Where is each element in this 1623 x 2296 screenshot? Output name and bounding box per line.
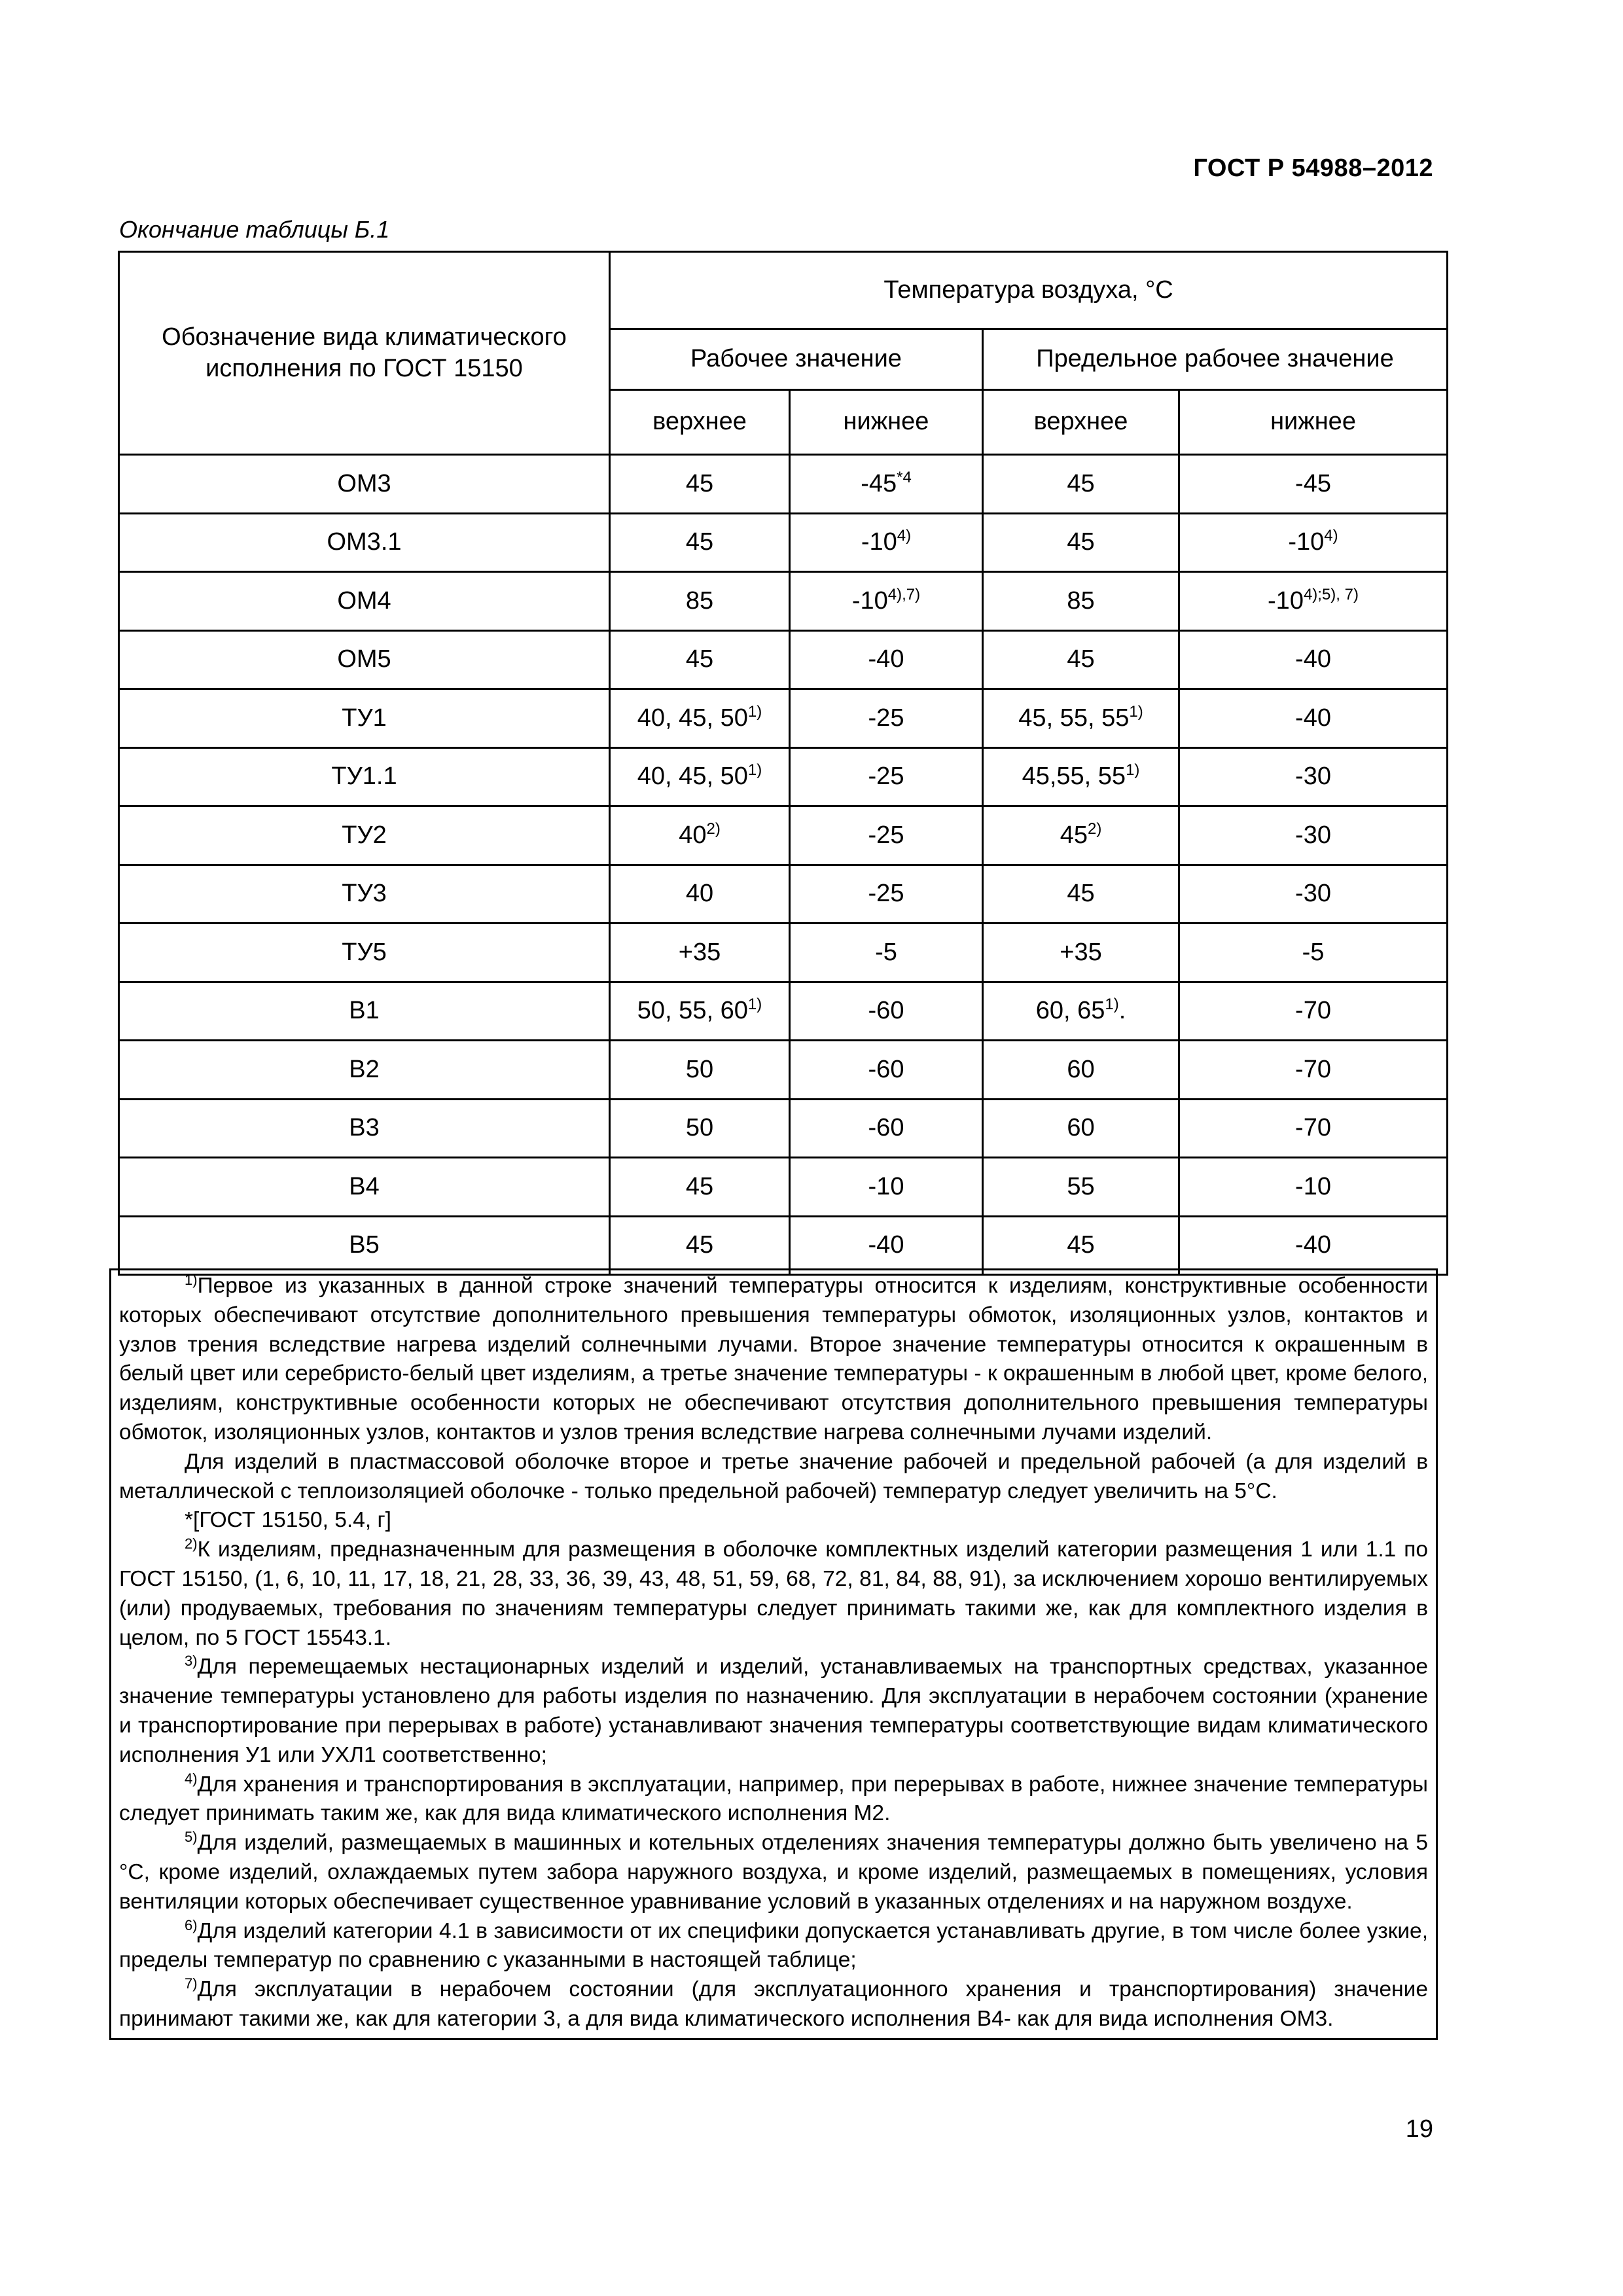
footnote-text: Для эксплуатации в нерабочем состоянии (для эксплуатационного хранения и транспортирования) значение принимают такими же, как для категории 3, а для вида климатического исполнения В4- как для вида исполнения ОМ3. bbox=[119, 1977, 1428, 2031]
table-row bbox=[119, 572, 1448, 631]
cell-designation-value: ТУ2 bbox=[342, 821, 387, 849]
header-limit-upper: верхнее bbox=[983, 390, 1179, 455]
cell-limit-lower-value: -10 bbox=[1268, 586, 1304, 615]
cell-limit-lower-value: -45 bbox=[1295, 469, 1331, 497]
footnote-paragraph bbox=[119, 1653, 1428, 1770]
footnote-ref: 2) bbox=[706, 819, 721, 838]
cell-working-upper-value: 40, 45, 50 bbox=[637, 704, 748, 732]
cell-limit-upper-value: +35 bbox=[1060, 938, 1102, 966]
cell-working-upper bbox=[610, 572, 790, 631]
cell-working-lower-value: -5 bbox=[875, 938, 897, 966]
cell-working-lower-value: -25 bbox=[868, 762, 904, 790]
cell-working-upper bbox=[610, 1216, 790, 1275]
header-limit-lower: нижнее bbox=[1179, 390, 1448, 455]
cell-working-lower bbox=[790, 747, 983, 806]
cell-limit-lower-value: -40 bbox=[1295, 1231, 1331, 1259]
table-row bbox=[119, 630, 1448, 689]
table-notes bbox=[109, 1268, 1438, 2040]
table-row bbox=[119, 1041, 1448, 1100]
cell-limit-upper-value: 45, 55, 55 bbox=[1018, 704, 1130, 732]
cell-designation bbox=[119, 1099, 610, 1158]
table-row bbox=[119, 747, 1448, 806]
footnote-mark: 3) bbox=[185, 1653, 198, 1670]
footnote-mark: 1) bbox=[185, 1272, 198, 1288]
cell-designation bbox=[119, 572, 610, 631]
cell-limit-lower-value: -30 bbox=[1295, 880, 1331, 907]
cell-working-lower-value: -60 bbox=[868, 1114, 904, 1141]
cell-limit-lower-value: -40 bbox=[1295, 645, 1331, 673]
cell-working-lower-value: -60 bbox=[868, 1055, 904, 1083]
cell-working-lower-value: -10 bbox=[861, 528, 897, 556]
cell-limit-upper bbox=[983, 1099, 1179, 1158]
cell-designation bbox=[119, 1158, 610, 1217]
footnote-text: Первое из указанных в данной строке значений температуры относится к изделиям, конструктивные особенности которых обеспечивают отсутствие дополнительного превышения температуры обмоток, изоляционных узлов, контактов и узлов трения вследствие нагрева изделий солнечными лучами. Второе значение температуры относится к окрашенным в белый цвет или серебристо-белый цвет изделиям, а третье значение температуры - к окрашенным в любой цвет, кроме белого, изделиям, конструктивные особенности которых не обеспечивают отсутствия дополнительного превышения температуры обмоток, изоляционных узлов, контактов и узлов трения вследствие нагрева солнечными лучами изделий. bbox=[119, 1274, 1428, 1444]
footnote-mark: 7) bbox=[185, 1975, 198, 1992]
cell-working-lower bbox=[790, 1216, 983, 1275]
footnote-text: Для перемещаемых нестационарных изделий и изделий, устанавливаемых на транспортных средствах, указанное значение температуры установлено для работы изделия по назначению. Для эксплуатации в нерабочем состоянии (хранение и транспортирование при перерывах в работе) устанавливают значения температуры соответствующие видам климатического исполнения У1 или УХЛ1 соответственно; bbox=[119, 1655, 1428, 1767]
cell-working-upper bbox=[610, 747, 790, 806]
footnote-paragraph bbox=[119, 1917, 1428, 1976]
cell-working-upper bbox=[610, 513, 790, 572]
cell-limit-lower bbox=[1179, 572, 1448, 631]
footnote-text: Для изделий в пластмассовой оболочке второе и третье значение рабочей и предельной рабочей (а для изделий в металлической с теплоизоляцией оболочке - только предельной рабочей) температур следует увеличить на 5°С. bbox=[119, 1449, 1428, 1503]
cell-limit-lower bbox=[1179, 982, 1448, 1041]
footnote-paragraph bbox=[119, 1975, 1428, 2034]
cell-working-upper-value: 45 bbox=[685, 528, 714, 556]
header-working-lower: нижнее bbox=[790, 390, 983, 455]
footnote-text: Для изделий категории 4.1 в зависимости от их специфики допускается устанавливать другие, в том числе более узкие, пределы температур по сравнению с указанными в настоящей таблице; bbox=[119, 1918, 1428, 1973]
cell-working-upper-value: +35 bbox=[678, 938, 721, 966]
cell-working-upper-value: 40 bbox=[685, 880, 714, 907]
cell-designation-value: В5 bbox=[349, 1231, 380, 1259]
cell-limit-upper bbox=[983, 689, 1179, 748]
cell-designation-value: ОМ3.1 bbox=[327, 528, 402, 556]
cell-designation bbox=[119, 806, 610, 865]
cell-designation-value: В1 bbox=[349, 997, 380, 1024]
cell-working-upper-value: 45 bbox=[685, 645, 714, 673]
cell-limit-lower bbox=[1179, 1099, 1448, 1158]
cell-designation-value: ОМ4 bbox=[337, 586, 391, 615]
cell-limit-lower-value: -10 bbox=[1288, 528, 1325, 556]
cell-designation bbox=[119, 689, 610, 748]
cell-limit-lower bbox=[1179, 865, 1448, 924]
table-row bbox=[119, 1158, 1448, 1217]
cell-working-lower bbox=[790, 924, 983, 982]
page-number: 19 bbox=[1405, 2115, 1433, 2143]
cell-limit-upper-value: 45 bbox=[1067, 645, 1095, 673]
cell-working-lower-value: -10 bbox=[868, 1172, 904, 1200]
cell-limit-upper bbox=[983, 1216, 1179, 1275]
cell-working-upper bbox=[610, 1099, 790, 1158]
cell-limit-lower bbox=[1179, 1158, 1448, 1217]
cell-working-lower-value: -40 bbox=[868, 645, 904, 673]
cell-limit-upper-value: 55 bbox=[1067, 1172, 1095, 1200]
table-row bbox=[119, 982, 1448, 1041]
cell-working-upper-value: 50 bbox=[685, 1055, 714, 1083]
cell-limit-upper bbox=[983, 806, 1179, 865]
cell-limit-lower bbox=[1179, 1041, 1448, 1100]
cell-working-upper-value: 50 bbox=[685, 1114, 714, 1141]
header-designation bbox=[119, 252, 610, 455]
table-row bbox=[119, 455, 1448, 514]
cell-designation bbox=[119, 513, 610, 572]
cell-limit-upper-value: 45,55, 55 bbox=[1022, 762, 1126, 790]
cell-working-upper-value: 45 bbox=[685, 469, 714, 497]
header-air-temperature: Температура воздуха, °С bbox=[610, 252, 1448, 329]
cell-limit-upper-value: 45 bbox=[1067, 528, 1095, 556]
cell-working-lower bbox=[790, 513, 983, 572]
footnote-ref: 2) bbox=[1087, 819, 1102, 838]
cell-limit-lower bbox=[1179, 513, 1448, 572]
cell-working-lower bbox=[790, 1041, 983, 1100]
cell-designation-value: ТУ1.1 bbox=[331, 762, 397, 790]
cell-working-lower bbox=[790, 1099, 983, 1158]
cell-limit-upper-value: 85 bbox=[1067, 586, 1095, 615]
cell-limit-lower bbox=[1179, 689, 1448, 748]
header-limit-working-value: Предельное рабочее значение bbox=[983, 329, 1448, 390]
cell-limit-upper-value: 45 bbox=[1060, 821, 1088, 849]
cell-working-upper bbox=[610, 630, 790, 689]
cell-working-lower-value: -25 bbox=[868, 821, 904, 849]
footnote-mark: 2) bbox=[185, 1535, 198, 1552]
climate-temperature-table bbox=[118, 251, 1448, 1276]
cell-limit-upper bbox=[983, 1041, 1179, 1100]
cell-working-lower bbox=[790, 689, 983, 748]
cell-limit-upper bbox=[983, 865, 1179, 924]
cell-designation bbox=[119, 455, 610, 514]
footnote-ref: 4);5), 7) bbox=[1303, 585, 1359, 603]
cell-limit-lower-value: -70 bbox=[1295, 1114, 1331, 1141]
cell-designation bbox=[119, 982, 610, 1041]
footnote-ref: 1) bbox=[747, 702, 762, 721]
footnote-paragraph bbox=[119, 1272, 1428, 1448]
footnote-text: К изделиям, предназначенным для размещения в оболочке комплектных изделий категории размещения 1 или 1.1 по ГОСТ 15150, (1, 6, 10, 11, 17, 18, 21, 28, 33, 36, 39, 43, 48, 51, 59, 68, 72, 81, 84, 88, 91), за исключением хорошо вентилируемых (или) продуваемых, требования по значениям температуры следует принимать такими же, как для комплектного изделия в целом, по 5 ГОСТ 15543.1. bbox=[119, 1537, 1428, 1650]
cell-working-upper bbox=[610, 982, 790, 1041]
cell-working-upper-value: 45 bbox=[685, 1231, 714, 1259]
footnote-text: *[ГОСТ 15150, 5.4, г] bbox=[185, 1508, 391, 1533]
cell-working-lower-value: -25 bbox=[868, 704, 904, 732]
cell-designation bbox=[119, 924, 610, 982]
cell-limit-lower-value: -30 bbox=[1295, 821, 1331, 849]
cell-limit-lower-value: -30 bbox=[1295, 762, 1331, 790]
cell-designation-value: В3 bbox=[349, 1114, 380, 1141]
table-row bbox=[119, 865, 1448, 924]
cell-designation-value: ТУ3 bbox=[342, 880, 387, 907]
cell-limit-lower-value: -70 bbox=[1295, 1055, 1331, 1083]
cell-working-lower bbox=[790, 806, 983, 865]
cell-working-upper bbox=[610, 689, 790, 748]
table-row bbox=[119, 1099, 1448, 1158]
table-row bbox=[119, 924, 1448, 982]
cell-limit-upper bbox=[983, 747, 1179, 806]
cell-working-lower bbox=[790, 982, 983, 1041]
cell-limit-upper bbox=[983, 455, 1179, 514]
table-row bbox=[119, 513, 1448, 572]
cell-working-upper bbox=[610, 1041, 790, 1100]
cell-limit-upper bbox=[983, 982, 1179, 1041]
table-row bbox=[119, 806, 1448, 865]
cell-designation bbox=[119, 630, 610, 689]
cell-working-upper bbox=[610, 865, 790, 924]
cell-limit-lower bbox=[1179, 455, 1448, 514]
footnote-paragraph bbox=[119, 1506, 1428, 1535]
cell-working-upper-value: 40 bbox=[679, 821, 707, 849]
cell-designation bbox=[119, 1216, 610, 1275]
footnote-ref: 4) bbox=[897, 527, 912, 545]
table-caption: Окончание таблицы Б.1 bbox=[119, 216, 390, 243]
cell-designation bbox=[119, 747, 610, 806]
header-designation-text: Обозначение вида климатического исполнения по ГОСТ 15150 bbox=[162, 323, 567, 382]
cell-limit-upper-value: 60 bbox=[1067, 1114, 1095, 1141]
cell-working-upper bbox=[610, 455, 790, 514]
cell-limit-upper bbox=[983, 1158, 1179, 1217]
footnote-text: Для хранения и транспортирования в эксплуатации, например, при перерывах в работе, нижнее значение температуры следует принимать таким же, как для вида климатического исполнения М2. bbox=[119, 1772, 1428, 1826]
cell-limit-lower-value: -40 bbox=[1295, 704, 1331, 732]
cell-limit-lower-value: -10 bbox=[1295, 1172, 1331, 1200]
cell-limit-upper-value: 60, 65 bbox=[1035, 997, 1105, 1024]
footnote-ref: 4),7) bbox=[887, 585, 921, 603]
cell-working-lower bbox=[790, 1158, 983, 1217]
cell-limit-upper-value: 45 bbox=[1067, 880, 1095, 907]
trailing-punctuation: . bbox=[1118, 997, 1126, 1024]
cell-limit-lower-value: -5 bbox=[1302, 938, 1325, 966]
footnote-ref: *4 bbox=[897, 468, 912, 486]
cell-limit-lower-value: -70 bbox=[1295, 997, 1331, 1024]
footnote-mark: 4) bbox=[185, 1770, 198, 1787]
cell-limit-lower bbox=[1179, 806, 1448, 865]
cell-designation-value: ОМ3 bbox=[337, 469, 391, 497]
footnote-paragraph bbox=[119, 1535, 1428, 1653]
cell-limit-upper bbox=[983, 630, 1179, 689]
cell-working-upper-value: 50, 55, 60 bbox=[637, 997, 748, 1024]
document-code: ГОСТ Р 54988–2012 bbox=[1193, 154, 1433, 182]
footnote-mark: 6) bbox=[185, 1916, 198, 1933]
cell-limit-lower bbox=[1179, 1216, 1448, 1275]
cell-designation bbox=[119, 865, 610, 924]
cell-working-upper bbox=[610, 1158, 790, 1217]
table-row bbox=[119, 1216, 1448, 1275]
footnote-paragraph bbox=[119, 1448, 1428, 1507]
cell-working-lower bbox=[790, 572, 983, 631]
footnote-paragraph bbox=[119, 1829, 1428, 1916]
footnote-ref: 1) bbox=[747, 996, 762, 1013]
cell-limit-upper-value: 60 bbox=[1067, 1055, 1095, 1083]
footnote-paragraph bbox=[119, 1770, 1428, 1829]
cell-limit-upper bbox=[983, 572, 1179, 631]
cell-designation-value: ОМ5 bbox=[337, 645, 391, 673]
cell-working-upper-value: 40, 45, 50 bbox=[637, 762, 748, 790]
header-working-value: Рабочее значение bbox=[610, 329, 983, 390]
cell-working-lower-value: -10 bbox=[851, 586, 888, 615]
cell-working-upper-value: 45 bbox=[685, 1172, 714, 1200]
footnote-mark: 5) bbox=[185, 1829, 198, 1846]
cell-limit-lower bbox=[1179, 924, 1448, 982]
footnote-ref: 1) bbox=[1129, 702, 1143, 721]
footnote-ref: 1) bbox=[747, 761, 762, 779]
cell-designation bbox=[119, 1041, 610, 1100]
cell-working-upper bbox=[610, 924, 790, 982]
header-working-upper: верхнее bbox=[610, 390, 790, 455]
cell-working-lower-value: -60 bbox=[868, 997, 904, 1024]
cell-designation-value: В2 bbox=[349, 1055, 380, 1083]
cell-working-upper-value: 85 bbox=[685, 586, 714, 615]
cell-limit-lower bbox=[1179, 630, 1448, 689]
cell-working-upper bbox=[610, 806, 790, 865]
footnote-ref: 1) bbox=[1126, 761, 1140, 779]
cell-limit-upper bbox=[983, 513, 1179, 572]
cell-designation-value: ТУ5 bbox=[342, 938, 387, 966]
footnote-ref: 1) bbox=[1105, 996, 1119, 1013]
cell-designation-value: ТУ1 bbox=[342, 704, 387, 732]
cell-working-lower-value: -25 bbox=[868, 880, 904, 907]
cell-limit-upper-value: 45 bbox=[1067, 1231, 1095, 1259]
footnote-ref: 4) bbox=[1324, 527, 1338, 545]
cell-working-lower-value: -45 bbox=[861, 469, 897, 497]
cell-working-lower bbox=[790, 865, 983, 924]
cell-limit-upper bbox=[983, 924, 1179, 982]
cell-working-lower bbox=[790, 455, 983, 514]
cell-working-lower bbox=[790, 630, 983, 689]
cell-limit-upper-value: 45 bbox=[1067, 469, 1095, 497]
cell-limit-lower bbox=[1179, 747, 1448, 806]
cell-designation-value: В4 bbox=[349, 1172, 380, 1200]
table-row bbox=[119, 689, 1448, 748]
cell-working-lower-value: -40 bbox=[868, 1231, 904, 1259]
footnote-text: Для изделий, размещаемых в машинных и котельных отделениях значения температуры должно быть увеличено на 5 °С, кроме изделий, охлаждаемых путем забора наружного воздуха, и кроме изделий, размещаемых в помещениях, условия вентиляции которых обеспечивает существенное уравнивание условий в указанных отделениях и на наружном воздухе. bbox=[119, 1831, 1428, 1914]
